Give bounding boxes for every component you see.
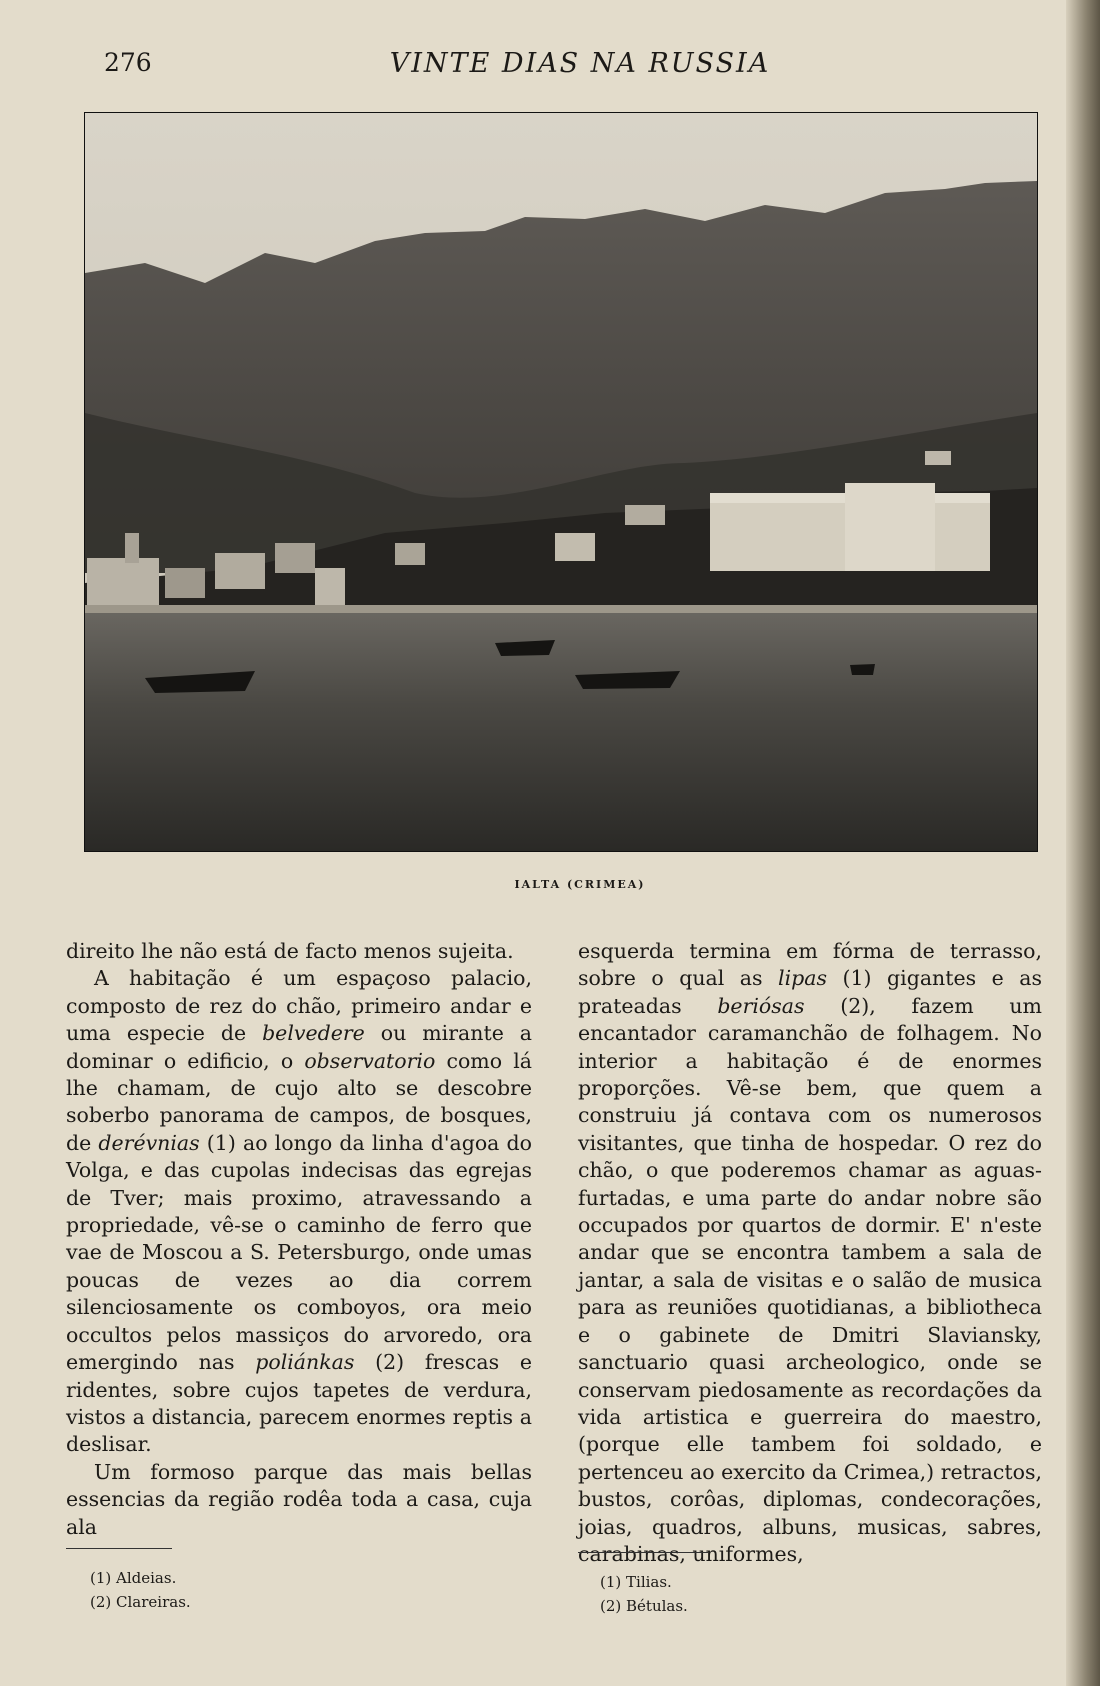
italic-term: observatorio: [304, 1048, 436, 1073]
footnotes-left: [90, 1566, 191, 1614]
italic-term: beriósas: [717, 993, 805, 1018]
page-header: [0, 48, 1100, 88]
water: [85, 608, 1037, 851]
footnote: (1) Aldeias.: [90, 1569, 177, 1587]
text-run: (2) frescas e ridentes, sobre cujos tapetes de verdura, vistos a distancia, parecem enormes reptis a deslisar.: [66, 1350, 532, 1457]
paragraph: [66, 938, 532, 965]
paragraph: [66, 965, 532, 1458]
text-column-left: [66, 938, 532, 1541]
text-run: direito lhe não está de facto menos sujeita.: [66, 939, 514, 963]
harbor-landscape-illustration: [85, 113, 1037, 851]
footnote-rule-left: [66, 1548, 172, 1549]
text-run: Um formoso parque das mais bellas essencias da região rodêa toda a casa, cuja ala: [66, 1459, 532, 1539]
footnote: (2) Clareiras.: [90, 1593, 191, 1611]
italic-term: lipas: [778, 966, 828, 991]
footnote: (2) Bétulas.: [600, 1597, 688, 1615]
text-run: (1) ao longo da linha d'agoa do Volga, e das cupolas indecisas das egrejas de Tver; mais proximo, atravessando a propriedade, vê-se o caminho de ferro que vae de Moscou a S. Petersburgo, onde umas poucas de vezes ao dia correm silenciosamente os comboyos, ora meio occultos pelos massiços do arvoredo, ora emergindo nas: [66, 1130, 532, 1375]
text-run: (1) gigantes e as prateadas: [578, 966, 1042, 1018]
footnote-rule-right: [578, 1552, 708, 1553]
figure-caption: IALTA (CRIMEA): [514, 878, 646, 891]
text-run: A habitação é um espaçoso palacio, composto de rez do chão, primeiro andar e uma especie de: [66, 966, 532, 1046]
italic-term: derévnias: [98, 1130, 200, 1155]
text-column-right: [578, 938, 1042, 1568]
text-run: esquerda termina em fórma de terrasso, sobre o qual as: [578, 939, 1042, 991]
page-edge-shadow: [1066, 0, 1100, 1686]
running-title: VINTE DIAS NA RUSSIA: [389, 48, 771, 79]
photograph-yalta: [84, 112, 1038, 852]
paragraph: [66, 1459, 532, 1541]
text-run: ou mirante a dominar o edificio, o: [66, 1021, 532, 1073]
paragraph: [578, 938, 1042, 1568]
text-run: como lá lhe chamam, de cujo alto se descobre soberbo panorama de campos, de bosques, de: [66, 1048, 532, 1155]
shoreline: [85, 605, 1037, 613]
footnotes-right: [600, 1570, 688, 1618]
text-run: (2), fazem um encantador caramanchão de folhagem. No interior a habitação é de enormes proporções. Vê-se bem, que quem a construiu já contava com os numerosos visitantes, que tinha de hospedar. O rez do chão, o que poderemos chamar as aguas-furtadas, e uma parte do andar nobre são occupados por quartos de dormir. E' n'este andar que se encontra tambem a sala de jantar, a sala de visitas e o salão de musica para as reuniões quotidianas, a bibliotheca e o gabinete de Dmitri Slaviansky, sanctuario quasi archeologico, onde se conservam piedosamente as recordações da vida artistica e guerreira do maestro, (porque elle tambem foi soldado, e pertenceu ao exercito da Crimea,) retractos, bustos, corôas, diplomas, condecorações, joias, quadros, albuns, musicas, sabres, carabinas, uniformes,: [578, 993, 1042, 1566]
footnote: (1) Tilias.: [600, 1573, 672, 1591]
page-number: 276: [104, 48, 152, 77]
italic-term: poliánkas: [255, 1350, 355, 1375]
italic-term: belvedere: [262, 1021, 365, 1046]
